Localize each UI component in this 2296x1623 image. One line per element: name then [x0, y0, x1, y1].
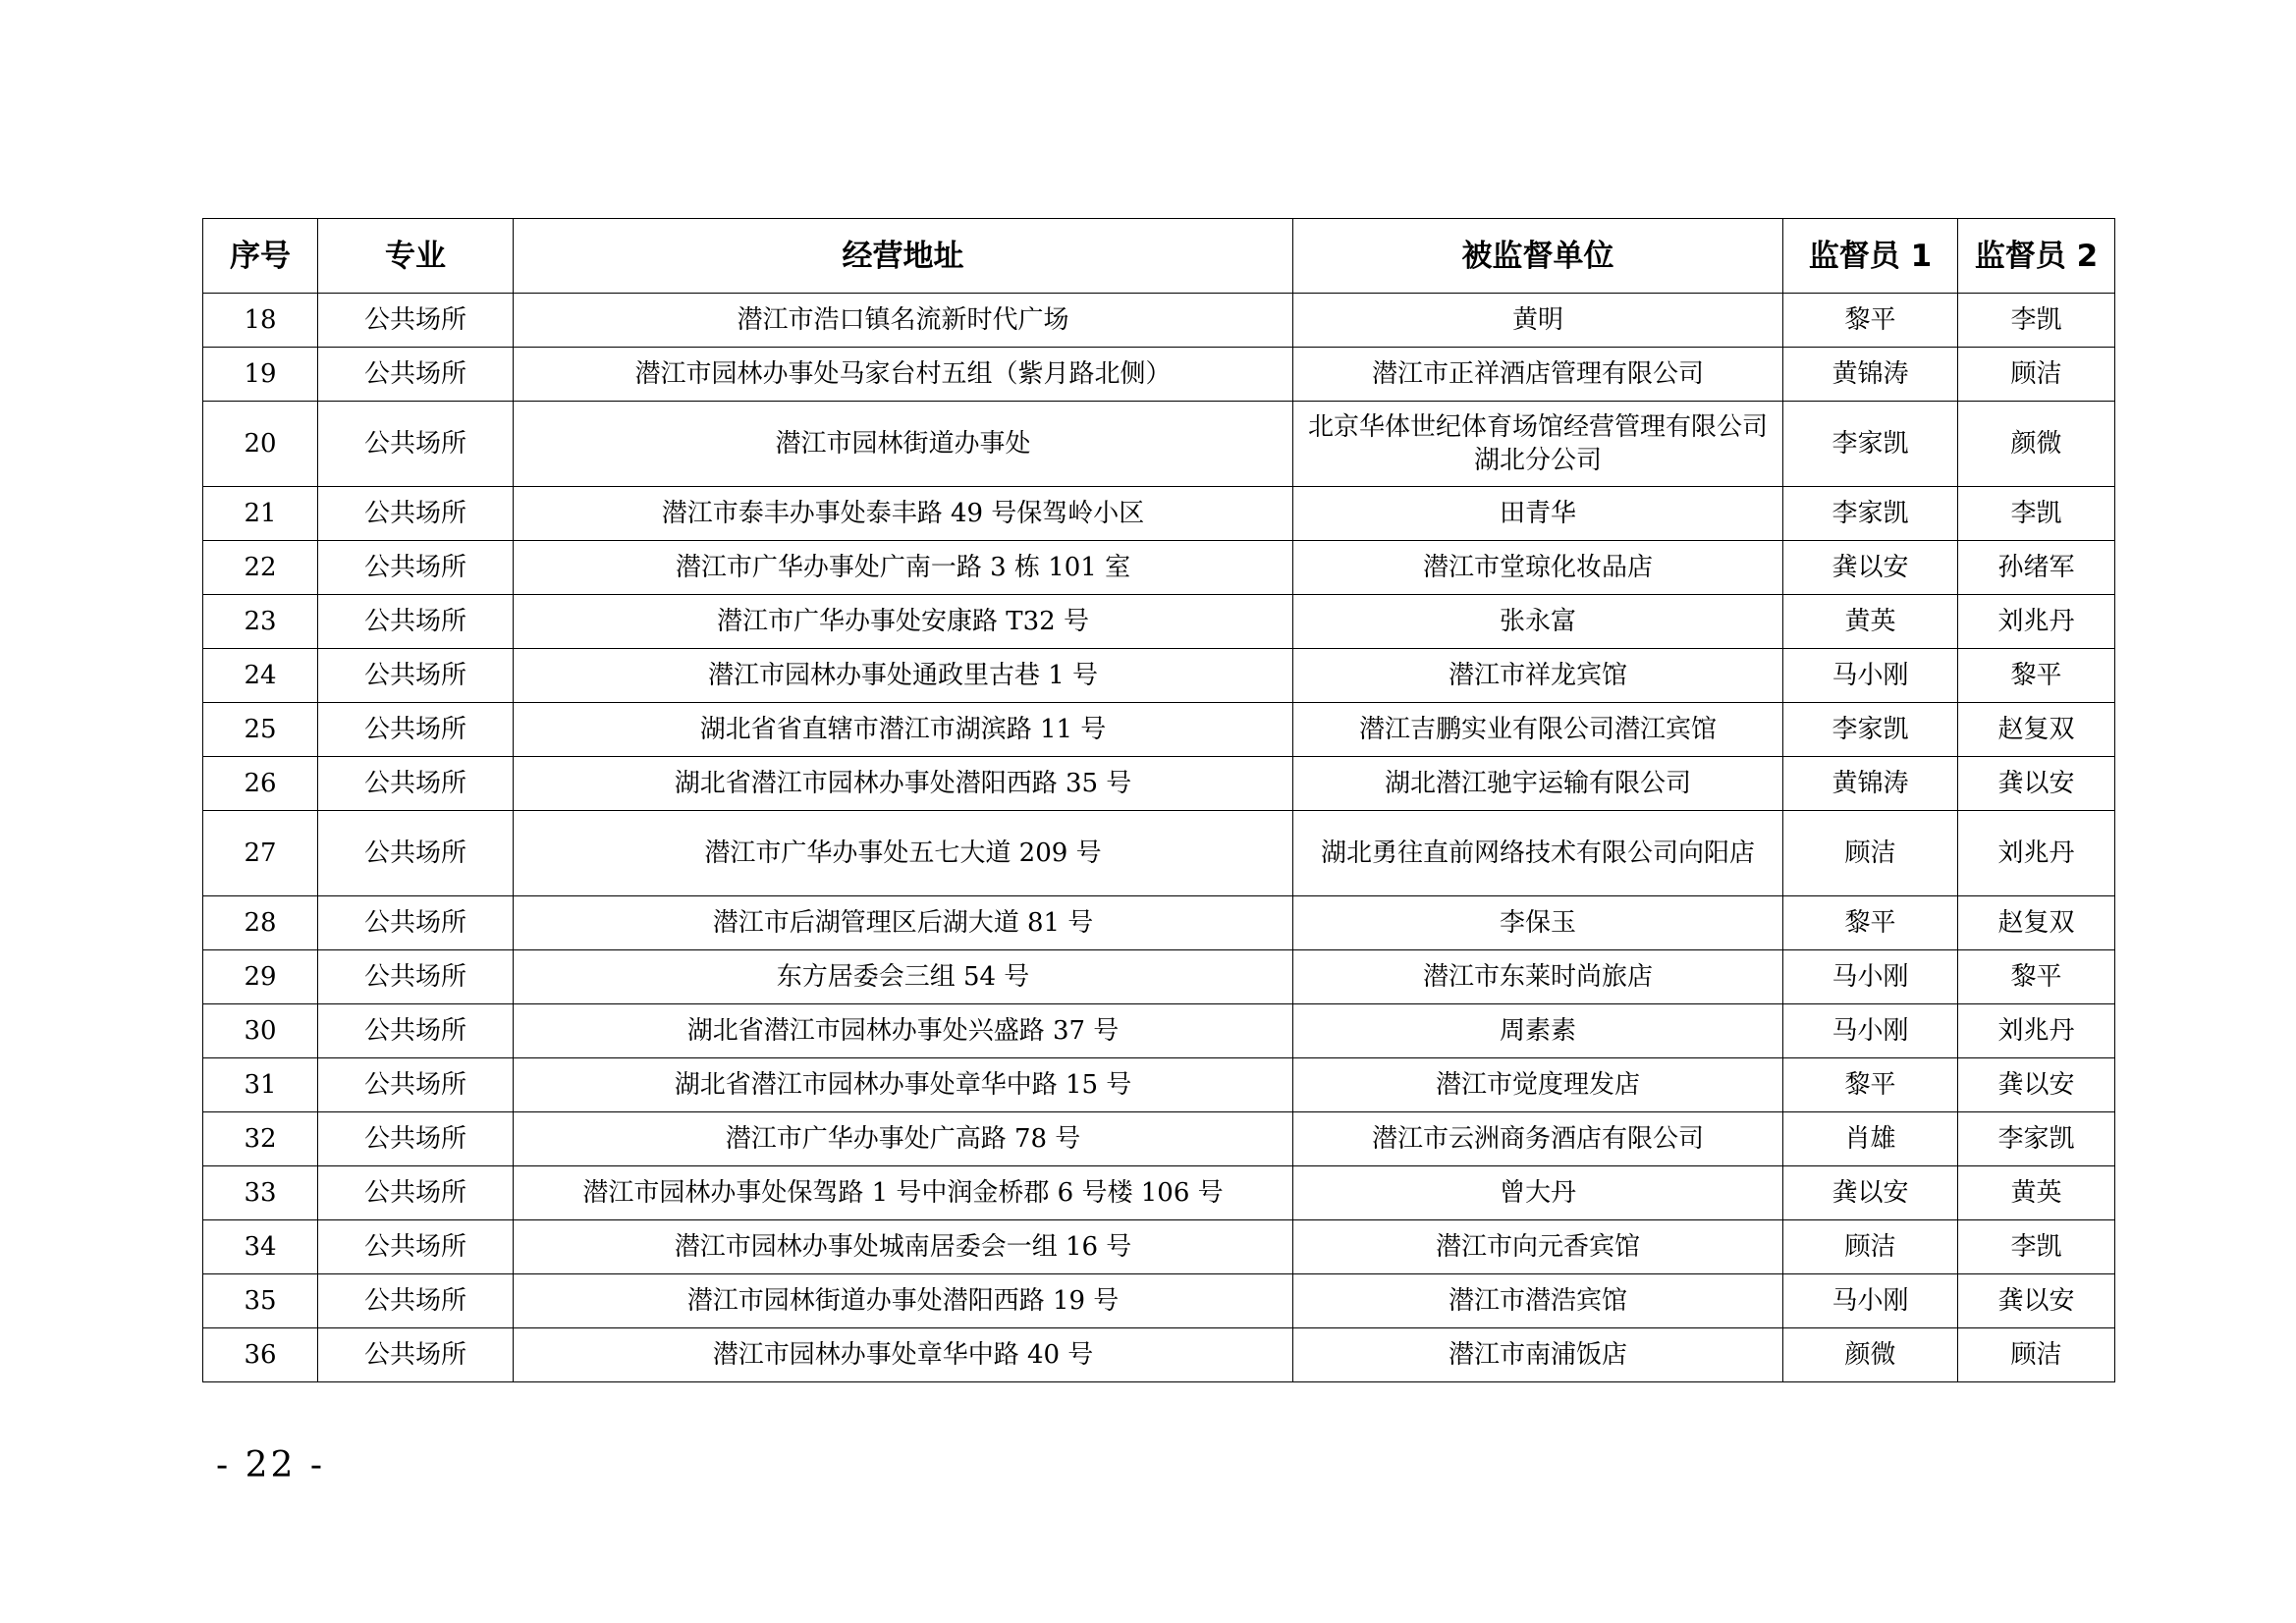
cell-supervisor-2: 顾洁 — [1958, 1328, 2115, 1382]
cell-address: 潜江市广华办事处安康路 T32 号 — [514, 595, 1293, 649]
table-row — [203, 294, 2115, 348]
cell-supervisor-2: 龚以安 — [1958, 1058, 2115, 1112]
cell-supervisor-1: 马小刚 — [1783, 649, 1958, 703]
cell-seq: 25 — [203, 703, 318, 757]
cell-seq: 32 — [203, 1112, 318, 1166]
table-row — [203, 541, 2115, 595]
cell-supervisor-1: 龚以安 — [1783, 541, 1958, 595]
cell-supervisor-1: 黄英 — [1783, 595, 1958, 649]
cell-supervisor-1: 肖雄 — [1783, 1112, 1958, 1166]
header-specialty: 专业 — [318, 219, 514, 294]
cell-supervisor-1: 顾洁 — [1783, 811, 1958, 896]
table-row — [203, 649, 2115, 703]
cell-address: 潜江市园林街道办事处潜阳西路 19 号 — [514, 1274, 1293, 1328]
cell-supervisor-2: 刘兆丹 — [1958, 811, 2115, 896]
cell-unit: 田青华 — [1293, 487, 1783, 541]
cell-specialty: 公共场所 — [318, 950, 514, 1004]
cell-address: 湖北省潜江市园林办事处章华中路 15 号 — [514, 1058, 1293, 1112]
table-row — [203, 1328, 2115, 1382]
cell-unit: 曾大丹 — [1293, 1166, 1783, 1220]
cell-supervisor-2: 李家凯 — [1958, 1112, 2115, 1166]
cell-supervisor-2: 孙绪军 — [1958, 541, 2115, 595]
cell-unit: 黄明 — [1293, 294, 1783, 348]
cell-supervisor-2: 黄英 — [1958, 1166, 2115, 1220]
table-row — [203, 1058, 2115, 1112]
page-number: - 22 - — [216, 1445, 326, 1486]
cell-supervisor-1: 黄锦涛 — [1783, 757, 1958, 811]
table-row — [203, 1112, 2115, 1166]
header-address: 经营地址 — [514, 219, 1293, 294]
table-row — [203, 1166, 2115, 1220]
cell-address: 潜江市后湖管理区后湖大道 81 号 — [514, 896, 1293, 950]
cell-supervisor-1: 李家凯 — [1783, 703, 1958, 757]
header-unit: 被监督单位 — [1293, 219, 1783, 294]
cell-supervisor-1: 颜微 — [1783, 1328, 1958, 1382]
cell-supervisor-1: 马小刚 — [1783, 1004, 1958, 1058]
cell-specialty: 公共场所 — [318, 1058, 514, 1112]
cell-supervisor-2: 刘兆丹 — [1958, 1004, 2115, 1058]
cell-address: 潜江市浩口镇名流新时代广场 — [514, 294, 1293, 348]
table-row — [203, 1004, 2115, 1058]
cell-address: 东方居委会三组 54 号 — [514, 950, 1293, 1004]
table-row — [203, 811, 2115, 896]
cell-supervisor-1: 黎平 — [1783, 896, 1958, 950]
cell-supervisor-1: 黎平 — [1783, 1058, 1958, 1112]
cell-specialty: 公共场所 — [318, 1004, 514, 1058]
cell-supervisor-2: 赵复双 — [1958, 703, 2115, 757]
cell-seq: 22 — [203, 541, 318, 595]
cell-specialty: 公共场所 — [318, 348, 514, 402]
cell-specialty: 公共场所 — [318, 1112, 514, 1166]
cell-seq: 30 — [203, 1004, 318, 1058]
cell-specialty: 公共场所 — [318, 1274, 514, 1328]
cell-supervisor-2: 顾洁 — [1958, 348, 2115, 402]
header-row — [203, 219, 2115, 294]
table-row — [203, 1274, 2115, 1328]
cell-address: 潜江市园林办事处章华中路 40 号 — [514, 1328, 1293, 1382]
cell-supervisor-1: 龚以安 — [1783, 1166, 1958, 1220]
table-row — [203, 950, 2115, 1004]
cell-specialty: 公共场所 — [318, 1328, 514, 1382]
cell-unit: 潜江吉鹏实业有限公司潜江宾馆 — [1293, 703, 1783, 757]
cell-supervisor-1: 马小刚 — [1783, 1274, 1958, 1328]
cell-unit: 湖北潜江驰宇运输有限公司 — [1293, 757, 1783, 811]
cell-supervisor-2: 黎平 — [1958, 950, 2115, 1004]
cell-seq: 28 — [203, 896, 318, 950]
cell-specialty: 公共场所 — [318, 649, 514, 703]
cell-supervisor-2: 龚以安 — [1958, 1274, 2115, 1328]
table-row — [203, 348, 2115, 402]
cell-unit: 李保玉 — [1293, 896, 1783, 950]
table-row — [203, 487, 2115, 541]
table-header — [203, 219, 2115, 294]
cell-seq: 18 — [203, 294, 318, 348]
cell-address: 潜江市园林办事处城南居委会一组 16 号 — [514, 1220, 1293, 1274]
cell-supervisor-1: 马小刚 — [1783, 950, 1958, 1004]
cell-supervisor-1: 黎平 — [1783, 294, 1958, 348]
cell-specialty: 公共场所 — [318, 703, 514, 757]
cell-unit: 潜江市觉度理发店 — [1293, 1058, 1783, 1112]
cell-address: 潜江市园林办事处保驾路 1 号中润金桥郡 6 号楼 106 号 — [514, 1166, 1293, 1220]
cell-address: 潜江市园林办事处通政里古巷 1 号 — [514, 649, 1293, 703]
table-row — [203, 703, 2115, 757]
cell-specialty: 公共场所 — [318, 595, 514, 649]
cell-specialty: 公共场所 — [318, 811, 514, 896]
cell-unit: 潜江市云洲商务酒店有限公司 — [1293, 1112, 1783, 1166]
cell-unit: 周素素 — [1293, 1004, 1783, 1058]
cell-unit: 潜江市向元香宾馆 — [1293, 1220, 1783, 1274]
cell-unit: 潜江市正祥酒店管理有限公司 — [1293, 348, 1783, 402]
cell-address: 湖北省省直辖市潜江市湖滨路 11 号 — [514, 703, 1293, 757]
header-supervisor-1: 监督员 1 — [1783, 219, 1958, 294]
cell-unit: 湖北勇往直前网络技术有限公司向阳店 — [1293, 811, 1783, 896]
cell-unit: 潜江市堂琼化妆品店 — [1293, 541, 1783, 595]
cell-address: 潜江市广华办事处五七大道 209 号 — [514, 811, 1293, 896]
cell-supervisor-1: 李家凯 — [1783, 487, 1958, 541]
cell-seq: 26 — [203, 757, 318, 811]
cell-seq: 31 — [203, 1058, 318, 1112]
cell-address: 潜江市广华办事处广南一路 3 栋 101 室 — [514, 541, 1293, 595]
cell-seq: 21 — [203, 487, 318, 541]
cell-seq: 24 — [203, 649, 318, 703]
cell-unit: 潜江市东莱时尚旅店 — [1293, 950, 1783, 1004]
cell-specialty: 公共场所 — [318, 757, 514, 811]
cell-seq: 34 — [203, 1220, 318, 1274]
cell-seq: 29 — [203, 950, 318, 1004]
cell-supervisor-2: 颜微 — [1958, 402, 2115, 487]
cell-specialty: 公共场所 — [318, 896, 514, 950]
table-row — [203, 1220, 2115, 1274]
cell-address: 湖北省潜江市园林办事处兴盛路 37 号 — [514, 1004, 1293, 1058]
cell-supervisor-2: 李凯 — [1958, 294, 2115, 348]
cell-supervisor-2: 赵复双 — [1958, 896, 2115, 950]
cell-supervisor-1: 李家凯 — [1783, 402, 1958, 487]
cell-supervisor-2: 李凯 — [1958, 1220, 2115, 1274]
header-supervisor-2: 监督员 2 — [1958, 219, 2115, 294]
cell-specialty: 公共场所 — [318, 1220, 514, 1274]
cell-unit: 潜江市南浦饭店 — [1293, 1328, 1783, 1382]
cell-supervisor-1: 黄锦涛 — [1783, 348, 1958, 402]
cell-specialty: 公共场所 — [318, 1166, 514, 1220]
table-body — [203, 294, 2115, 1382]
cell-seq: 20 — [203, 402, 318, 487]
table-row — [203, 595, 2115, 649]
cell-unit: 潜江市祥龙宾馆 — [1293, 649, 1783, 703]
supervision-table — [202, 218, 2115, 1382]
cell-seq: 33 — [203, 1166, 318, 1220]
cell-seq: 35 — [203, 1274, 318, 1328]
cell-address: 潜江市泰丰办事处泰丰路 49 号保驾岭小区 — [514, 487, 1293, 541]
cell-supervisor-2: 黎平 — [1958, 649, 2115, 703]
cell-specialty: 公共场所 — [318, 402, 514, 487]
table-row — [203, 402, 2115, 487]
cell-unit: 张永富 — [1293, 595, 1783, 649]
header-seq: 序号 — [203, 219, 318, 294]
cell-address: 潜江市园林街道办事处 — [514, 402, 1293, 487]
cell-supervisor-1: 顾洁 — [1783, 1220, 1958, 1274]
table-row — [203, 896, 2115, 950]
cell-unit: 北京华体世纪体育场馆经营管理有限公司湖北分公司 — [1293, 402, 1783, 487]
cell-address: 潜江市园林办事处马家台村五组（紫月路北侧） — [514, 348, 1293, 402]
cell-seq: 36 — [203, 1328, 318, 1382]
cell-unit: 潜江市潜浩宾馆 — [1293, 1274, 1783, 1328]
cell-supervisor-2: 李凯 — [1958, 487, 2115, 541]
cell-specialty: 公共场所 — [318, 487, 514, 541]
cell-supervisor-2: 刘兆丹 — [1958, 595, 2115, 649]
cell-specialty: 公共场所 — [318, 294, 514, 348]
cell-address: 潜江市广华办事处广高路 78 号 — [514, 1112, 1293, 1166]
cell-seq: 23 — [203, 595, 318, 649]
cell-seq: 19 — [203, 348, 318, 402]
cell-specialty: 公共场所 — [318, 541, 514, 595]
cell-seq: 27 — [203, 811, 318, 896]
table-row — [203, 757, 2115, 811]
cell-address: 湖北省潜江市园林办事处潜阳西路 35 号 — [514, 757, 1293, 811]
cell-supervisor-2: 龚以安 — [1958, 757, 2115, 811]
